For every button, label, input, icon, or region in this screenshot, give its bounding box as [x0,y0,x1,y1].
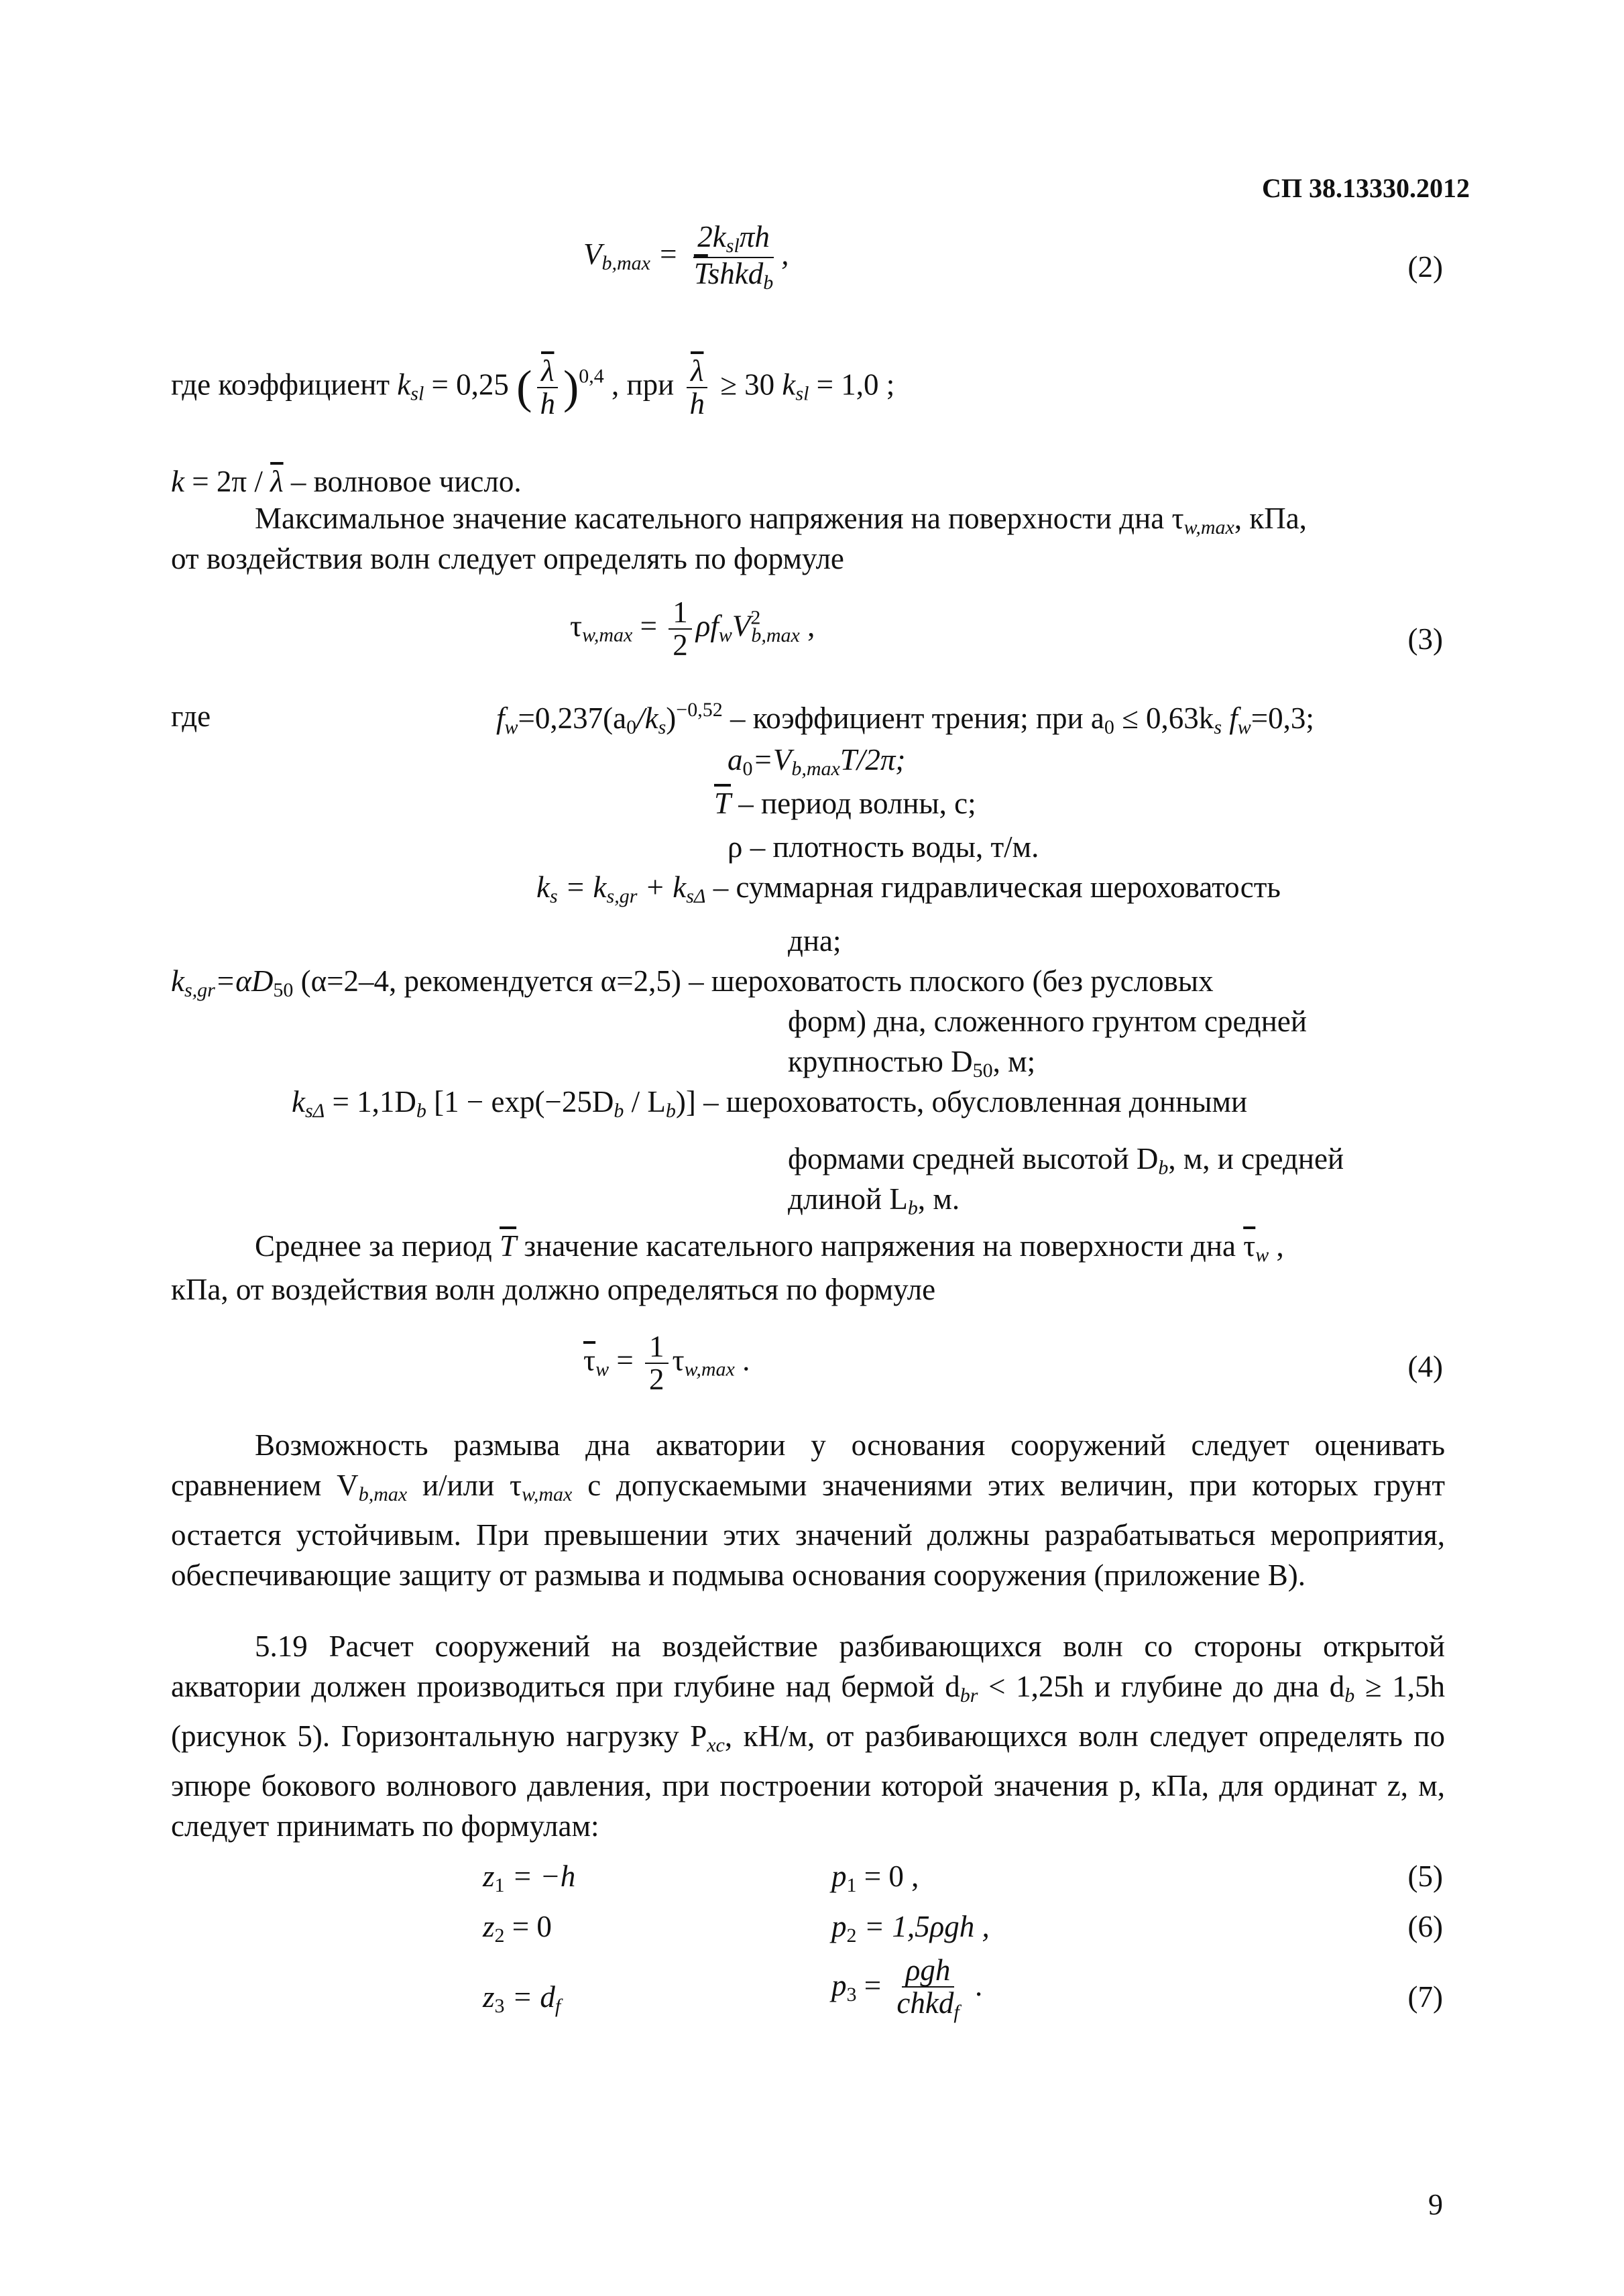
density-definition: ρ – плотность воды, т/м. [728,830,1039,864]
roughness-flat-line2: форм) дна, сложенного грунтом средней [788,1005,1307,1038]
equation-7-z: $z_3 = d_f$ [483,1980,561,2017]
period-definition: $\overline{T}$ – период волны, с; [714,787,976,820]
equation-4: $\overline{\tau}_w$ = $\frac{1}{2}$ $\tau_{w,max}$ . [583,1330,750,1397]
equation-2: $V_{b,max}$ = $\frac{2k_{sl}\pi h}{\overline{T}shkd_b}$ , [583,220,789,294]
paragraph-5-19: 5.19 Расчет сооружений на воздействие разбивающихся волн со стороны открытой акватории должен производиться при глубине над бермой $d_{br} < 1,25h$ и глубине до дна $d_b \ge 1,5h$ (рисунок 5). Горизонтальную нагрузку $P_{xc}$, кН/м, от разбивающихся волн следует определять по эпюре бокового волнового давления, при построении которой значения p, кПа, для ординат z, м, следует принимать по формулам: [171,1629,1446,1843]
roughness-bedform-line3: длиной $L_b$, м. [788,1182,960,1219]
roughness-bedform-line2: формами средней высотой $D_b$, м, и средней [788,1142,1344,1179]
document-code: СП 38.13330.2012 [1262,173,1470,203]
equation-6-number: (6) [1407,1910,1443,1943]
equation-6-p: $p_2 = 1,5\rho gh$ , [831,1910,990,1947]
equation-5-p: $p_1 = 0$ , [831,1859,919,1896]
roughness-bedform-definition: $k_{s\Delta} = 1,1D_b$ $[1 - \exp(-25D_b / L_b)]$ – шероховатость, обусловленная донными [292,1085,1248,1122]
paragraph-max-shear-line1: Максимальное значение касательного напряжения на поверхности дна $\tau_{w,max}$, кПа, [255,502,1307,538]
roughness-total-line2: дна; [788,924,842,958]
roughness-flat-line3: крупностью $D_{50}$, м; [788,1045,1036,1082]
paragraph-mean-shear-line1: Среднее за период $\overline{T}$ значение касательного напряжения на поверхности дна $\overline{\tau}_w$ , [255,1229,1284,1266]
coefficient-definition: где коэффициент $k_{sl} = 0,25$ ( $\frac{\overline{\lambda}}{h}$ )$^{0,4}$ , при $\frac{\overline{\lambda}}{h}$ ≥ 30 $k_{sl} = 1,0$ ; [171,354,895,421]
page-number: 9 [1428,2188,1443,2221]
a0-definition: $a_0=V_{b,max}T/2\pi$; [728,743,906,780]
equation-4-number: (4) [1407,1350,1443,1383]
roughness-total-definition: $k_s = k_{s,gr} + k_{s\Delta}$ – суммарная гидравлическая шероховатость [536,870,1281,907]
equation-7-p: $p_3$ = $\frac{\text{ρgh}}{chkd_f}$ . [831,1953,983,2024]
paragraph-scour-assessment: Возможность размыва дна акватории у основания сооружений следует оценивать сравнением $V_{b,max}$ и/или $\tau_{w,max}$ с допускаемыми значениями этих величин, при которых грунт остается устойчивым. При превышении этих значений должны разрабатываться мероприятия, обеспечивающие защиту от размыва и подмыва основания сооружения (приложение В). [171,1428,1445,1592]
equation-2-number: (2) [1407,250,1443,284]
equation-3-number: (3) [1407,622,1443,656]
equation-3: $\tau_{w,max}$ = $\frac{1}{2}$ $\rho f_wV^2_{b,max}$ , [570,595,815,663]
friction-coefficient-definition: $f_w=0,237(a_0/k_s)^{-0,52}$ – коэффициент трения; при $a_0 \le 0,63k_s$ $f_w=0,3$; [496,699,1314,738]
equation-6-z: $z_2 = 0$ [483,1910,552,1947]
paragraph-max-shear-line2: от воздействия волн следует определять по формуле [171,542,844,575]
roughness-flat-definition: $k_{s,gr}=\alpha D_{50}$ (α=2–4, рекомендуется α=2,5) – шероховатость плоского (без русловых [171,964,1214,1001]
where-label: где [171,699,211,733]
equation-5-number: (5) [1407,1859,1443,1893]
equation-7-number: (7) [1407,1980,1443,2014]
wave-number-definition: $k = 2\pi / \overline{\lambda}$ – волновое число. [171,465,522,498]
equation-5-z: $z_1 = -h$ [483,1859,576,1896]
paragraph-mean-shear-line2: кПа, от воздействия волн должно определяться по формуле [171,1273,936,1306]
